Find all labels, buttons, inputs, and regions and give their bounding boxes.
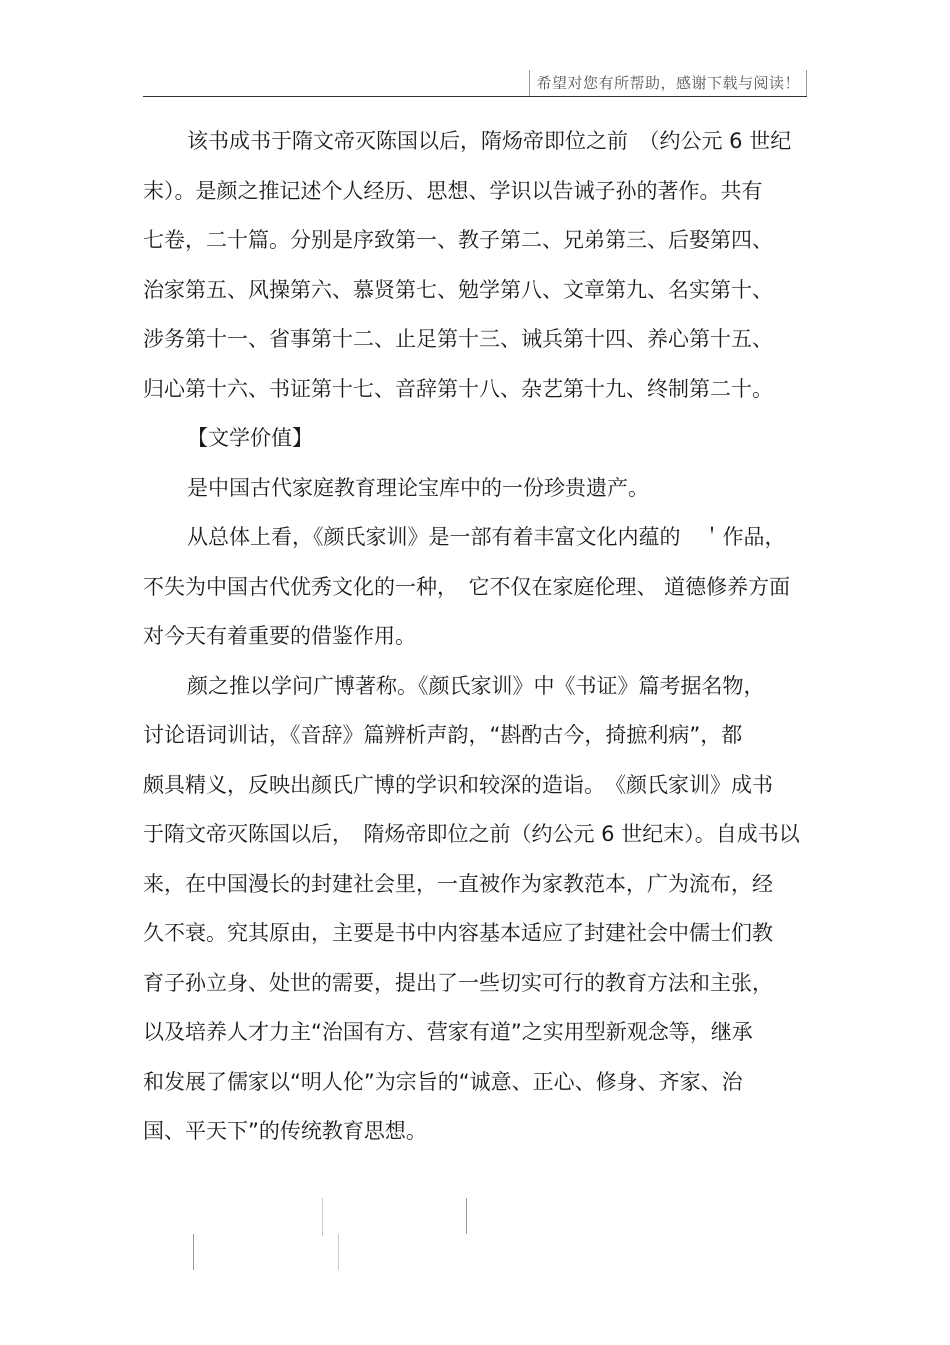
- scan-artifact-line: [322, 1198, 323, 1236]
- text-line: 是中国古代家庭教育理论宝库中的一份珍贵遗产。: [187, 475, 649, 500]
- text-line: 于隋文帝灭陈国以后， 隋炀帝即位之前（约公元 6 世纪末）。自成书以: [143, 822, 800, 846]
- text-line: 治家第五、风操第六、慕贤第七、勉学第八、文章第九、名实第十、: [143, 277, 773, 302]
- scan-artifact-line: [193, 1234, 194, 1270]
- section-heading: 【文学价值】: [187, 426, 313, 450]
- text-line: 来，在中国漫长的封建社会里，一直被作为家教范本，广为流布，经: [143, 871, 773, 896]
- text-line: 归心第十六、书证第十七、音辞第十八、杂艺第十九、终制第二十。: [143, 376, 773, 401]
- scan-artifact-line: [338, 1234, 339, 1270]
- document-body: [143, 117, 807, 1157]
- text-line: 涉务第十一、省事第十二、止足第十三、诫兵第十四、养心第十五、: [143, 327, 773, 351]
- header-note: 希望对您有所帮助，感谢下载与阅读！: [529, 70, 807, 96]
- text-line: 国、平天下”的传统教育思想。: [143, 1119, 427, 1143]
- text-line: 颜之推以学问广博著称。《颜氏家训》中《书证》篇考据名物，: [187, 673, 765, 698]
- text-line: 该书成书于隋文帝灭陈国以后，隋炀帝即位之前 （约公元 6 世纪: [187, 129, 792, 153]
- text-line: 从总体上看，《颜氏家训》是一部有着丰富文化内蕴的 ＇作品，: [187, 525, 786, 549]
- scan-artifact-line: [466, 1198, 467, 1234]
- header-rule: [143, 96, 807, 97]
- text-line: 末）。是颜之推记述个人经历、思想、学识以告诫子孙的著作。共有: [143, 178, 763, 203]
- text-line: 育子孙立身、处世的需要，提出了一些切实可行的教育方法和主张，: [143, 970, 773, 995]
- text-line: 久不衰。究其原由，主要是书中内容基本适应了封建社会中儒士们教: [143, 921, 773, 945]
- text-line: 讨论语词训诂，《音辞》篇辨析声韵，“斟酌古今，掎摭利病”，都: [143, 723, 743, 747]
- text-line: 七卷，二十篇。分别是序致第一、教子第二、兄弟第三、后娶第四、: [143, 228, 773, 252]
- text-line: 对今天有着重要的借鉴作用。: [143, 624, 416, 648]
- text-line: 颇具精义，反映出颜氏广博的学识和较深的造诣。 《颜氏家训》成书: [143, 772, 773, 797]
- text-line: 以及培养人才力主“治国有方、营家有道”之实用型新观念等，继承: [143, 1020, 753, 1044]
- text-line: 不失为中国古代优秀文化的一种， 它不仅在家庭伦理、 道德修养方面: [143, 574, 791, 599]
- text-line: 和发展了儒家以“明人伦”为宗旨的“诚意、正心、修身、齐家、治: [143, 1069, 743, 1094]
